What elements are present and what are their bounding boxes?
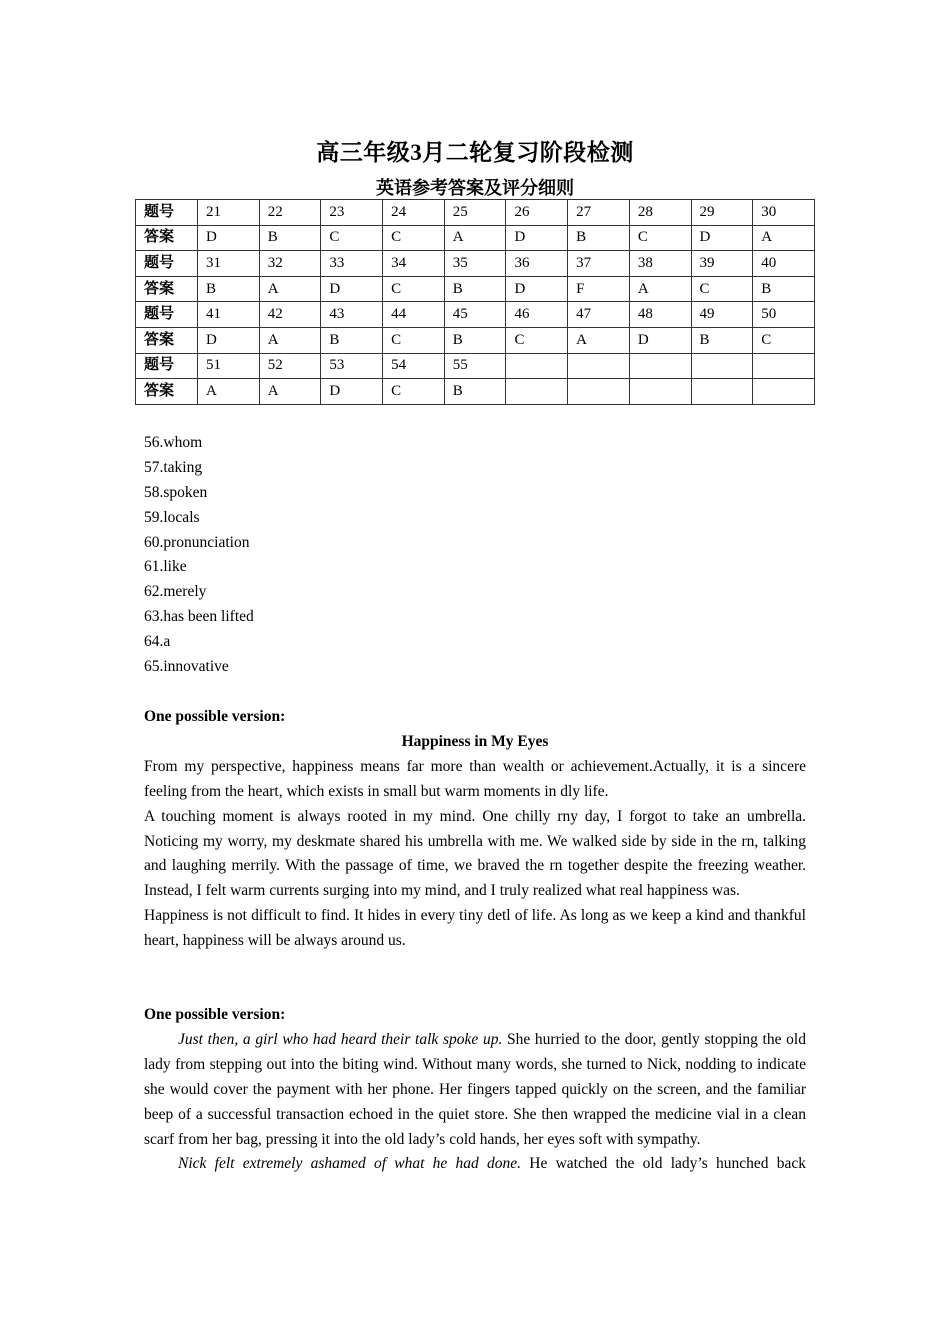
table-cell bbox=[753, 379, 815, 405]
page-subtitle: 英语参考答案及评分细则 bbox=[376, 178, 574, 198]
table-cell: B bbox=[444, 379, 506, 405]
table-cell: B bbox=[321, 327, 383, 353]
table-cell: D bbox=[629, 327, 691, 353]
table-cell: A bbox=[259, 379, 321, 405]
row-label: 题号 bbox=[136, 353, 198, 379]
essay-two-paragraph-text: She hurried to the door, gently stopping the old lady from stepping out into the biting wind. Without many words, she turned to Nick, nodding to indicate she would cover the payment with her phone. Her fingers tapped quickly on the screen, and the familiar beep of a successful transaction echoed in the quiet store. She then wrapped the medicine vial in a clean scarf from her bag, pressing it into the old lady’s cold hands, her eyes soft with sympathy. bbox=[144, 1030, 806, 1148]
table-cell: 24 bbox=[383, 200, 445, 226]
table-cell: 40 bbox=[753, 251, 815, 277]
table-cell: C bbox=[321, 225, 383, 251]
table-cell: 31 bbox=[198, 251, 260, 277]
table-cell: 26 bbox=[506, 200, 568, 226]
table-cell: 53 bbox=[321, 353, 383, 379]
table-cell: 51 bbox=[198, 353, 260, 379]
essay-one bbox=[144, 705, 806, 954]
table-cell: C bbox=[753, 327, 815, 353]
table-cell: 48 bbox=[629, 302, 691, 328]
table-cell: C bbox=[383, 225, 445, 251]
table-cell: D bbox=[506, 225, 568, 251]
table-cell: D bbox=[321, 379, 383, 405]
table-cell: 35 bbox=[444, 251, 506, 277]
essay-one-title: Happiness in My Eyes bbox=[401, 732, 549, 750]
row-label: 答案 bbox=[136, 379, 198, 405]
table-cell: B bbox=[444, 276, 506, 302]
list-item: 61.like bbox=[144, 558, 187, 576]
list-item: 64.a bbox=[144, 633, 171, 651]
essay-two-opening-sentence: Just then, a girl who had heard their talk spoke up. bbox=[178, 1030, 503, 1048]
table-cell: B bbox=[259, 225, 321, 251]
table-cell: 43 bbox=[321, 302, 383, 328]
table-cell: A bbox=[568, 327, 630, 353]
table-cell: A bbox=[444, 225, 506, 251]
fill-answers-list bbox=[144, 431, 254, 680]
table-cell: 23 bbox=[321, 200, 383, 226]
row-label: 答案 bbox=[136, 225, 198, 251]
table-cell: 38 bbox=[629, 251, 691, 277]
essay-two bbox=[144, 1003, 806, 1177]
table-cell: 30 bbox=[753, 200, 815, 226]
table-cell bbox=[753, 353, 815, 379]
table-cell: 28 bbox=[629, 200, 691, 226]
table-cell: A bbox=[629, 276, 691, 302]
table-cell: 42 bbox=[259, 302, 321, 328]
table-cell: 50 bbox=[753, 302, 815, 328]
table-cell: D bbox=[321, 276, 383, 302]
table-cell: 47 bbox=[568, 302, 630, 328]
table-cell: 49 bbox=[691, 302, 753, 328]
list-item: 57.taking bbox=[144, 458, 203, 476]
table-row bbox=[136, 353, 815, 379]
table-cell: 41 bbox=[198, 302, 260, 328]
table-cell bbox=[691, 379, 753, 405]
table-cell: A bbox=[198, 379, 260, 405]
essay-two-opening-sentence: Nick felt extremely ashamed of what he had done. bbox=[178, 1155, 522, 1173]
table-cell: B bbox=[691, 327, 753, 353]
table-cell: 37 bbox=[568, 251, 630, 277]
essay-two-paragraph bbox=[144, 1028, 806, 1153]
row-label: 答案 bbox=[136, 327, 198, 353]
table-cell bbox=[691, 353, 753, 379]
list-item: 63.has been lifted bbox=[144, 608, 254, 626]
table-cell: 22 bbox=[259, 200, 321, 226]
table-cell: 36 bbox=[506, 251, 568, 277]
table-cell: C bbox=[506, 327, 568, 353]
essay-two-label: One possible version: bbox=[144, 1006, 286, 1023]
table-cell: D bbox=[198, 225, 260, 251]
table-cell bbox=[568, 379, 630, 405]
table-cell: A bbox=[259, 327, 321, 353]
table-cell: A bbox=[259, 276, 321, 302]
table-cell: 34 bbox=[383, 251, 445, 277]
table-cell: A bbox=[753, 225, 815, 251]
table-cell: C bbox=[383, 327, 445, 353]
table-row bbox=[136, 225, 815, 251]
table-cell: B bbox=[753, 276, 815, 302]
table-cell bbox=[506, 353, 568, 379]
list-item: 60.pronunciation bbox=[144, 533, 250, 551]
table-row bbox=[136, 327, 815, 353]
table-row bbox=[136, 302, 815, 328]
table-cell: 39 bbox=[691, 251, 753, 277]
table-cell: D bbox=[198, 327, 260, 353]
essay-two-paragraph bbox=[144, 1152, 806, 1177]
answer-table bbox=[135, 199, 815, 405]
table-row bbox=[136, 200, 815, 226]
table-cell: 32 bbox=[259, 251, 321, 277]
table-row bbox=[136, 276, 815, 302]
row-label: 题号 bbox=[136, 251, 198, 277]
table-cell: 52 bbox=[259, 353, 321, 379]
table-cell: C bbox=[383, 276, 445, 302]
row-label: 答案 bbox=[136, 276, 198, 302]
table-cell: D bbox=[506, 276, 568, 302]
table-row bbox=[136, 379, 815, 405]
table-cell: B bbox=[198, 276, 260, 302]
table-cell: 44 bbox=[383, 302, 445, 328]
table-row bbox=[136, 251, 815, 277]
list-item: 62.merely bbox=[144, 583, 207, 601]
table-cell: 45 bbox=[444, 302, 506, 328]
list-item: 58.spoken bbox=[144, 483, 208, 501]
table-cell: D bbox=[691, 225, 753, 251]
table-cell: C bbox=[691, 276, 753, 302]
list-item: 59.locals bbox=[144, 508, 200, 526]
row-label: 题号 bbox=[136, 200, 198, 226]
table-cell: 29 bbox=[691, 200, 753, 226]
list-item: 65.innovative bbox=[144, 658, 229, 676]
table-cell bbox=[506, 379, 568, 405]
table-cell: C bbox=[383, 379, 445, 405]
table-cell: F bbox=[568, 276, 630, 302]
table-cell: B bbox=[444, 327, 506, 353]
table-cell: B bbox=[568, 225, 630, 251]
table-cell: 46 bbox=[506, 302, 568, 328]
table-cell: 25 bbox=[444, 200, 506, 226]
page-title: 高三年级3月二轮复习阶段检测 bbox=[316, 140, 634, 165]
essay-one-paragraph: From my perspective, happiness means far more than wealth or achievement.Actually, it is a sincere feeling from the heart, which exists in small but warm moments in dly life. bbox=[144, 757, 806, 800]
table-cell: 55 bbox=[444, 353, 506, 379]
essay-one-label: One possible version: bbox=[144, 708, 286, 725]
table-cell bbox=[629, 379, 691, 405]
table-cell: 54 bbox=[383, 353, 445, 379]
table-cell bbox=[568, 353, 630, 379]
table-cell: 21 bbox=[198, 200, 260, 226]
list-item: 56.whom bbox=[144, 434, 203, 451]
essay-one-paragraph: Happiness is not difficult to find. It hides in every tiny detl of life. As long as we keep a kind and thankful heart, happiness will be always around us. bbox=[144, 907, 806, 950]
essay-one-paragraph: A touching moment is always rooted in my mind. One chilly rny day, I forgot to take an umbrella. Noticing my worry, my deskmate shared his umbrella with me. We walked side by side in the rn, talking and laughing merrily. With the passage of time, we braved the rn together despite the freezing weather. Instead, I felt warm currents surging into my mind, and I truly realized what real happiness was. bbox=[144, 807, 806, 900]
table-cell: 33 bbox=[321, 251, 383, 277]
row-label: 题号 bbox=[136, 302, 198, 328]
table-cell bbox=[629, 353, 691, 379]
essay-two-paragraph-text: He watched the old lady’s hunched back bbox=[521, 1155, 806, 1173]
table-cell: 27 bbox=[568, 200, 630, 226]
table-cell: C bbox=[629, 225, 691, 251]
